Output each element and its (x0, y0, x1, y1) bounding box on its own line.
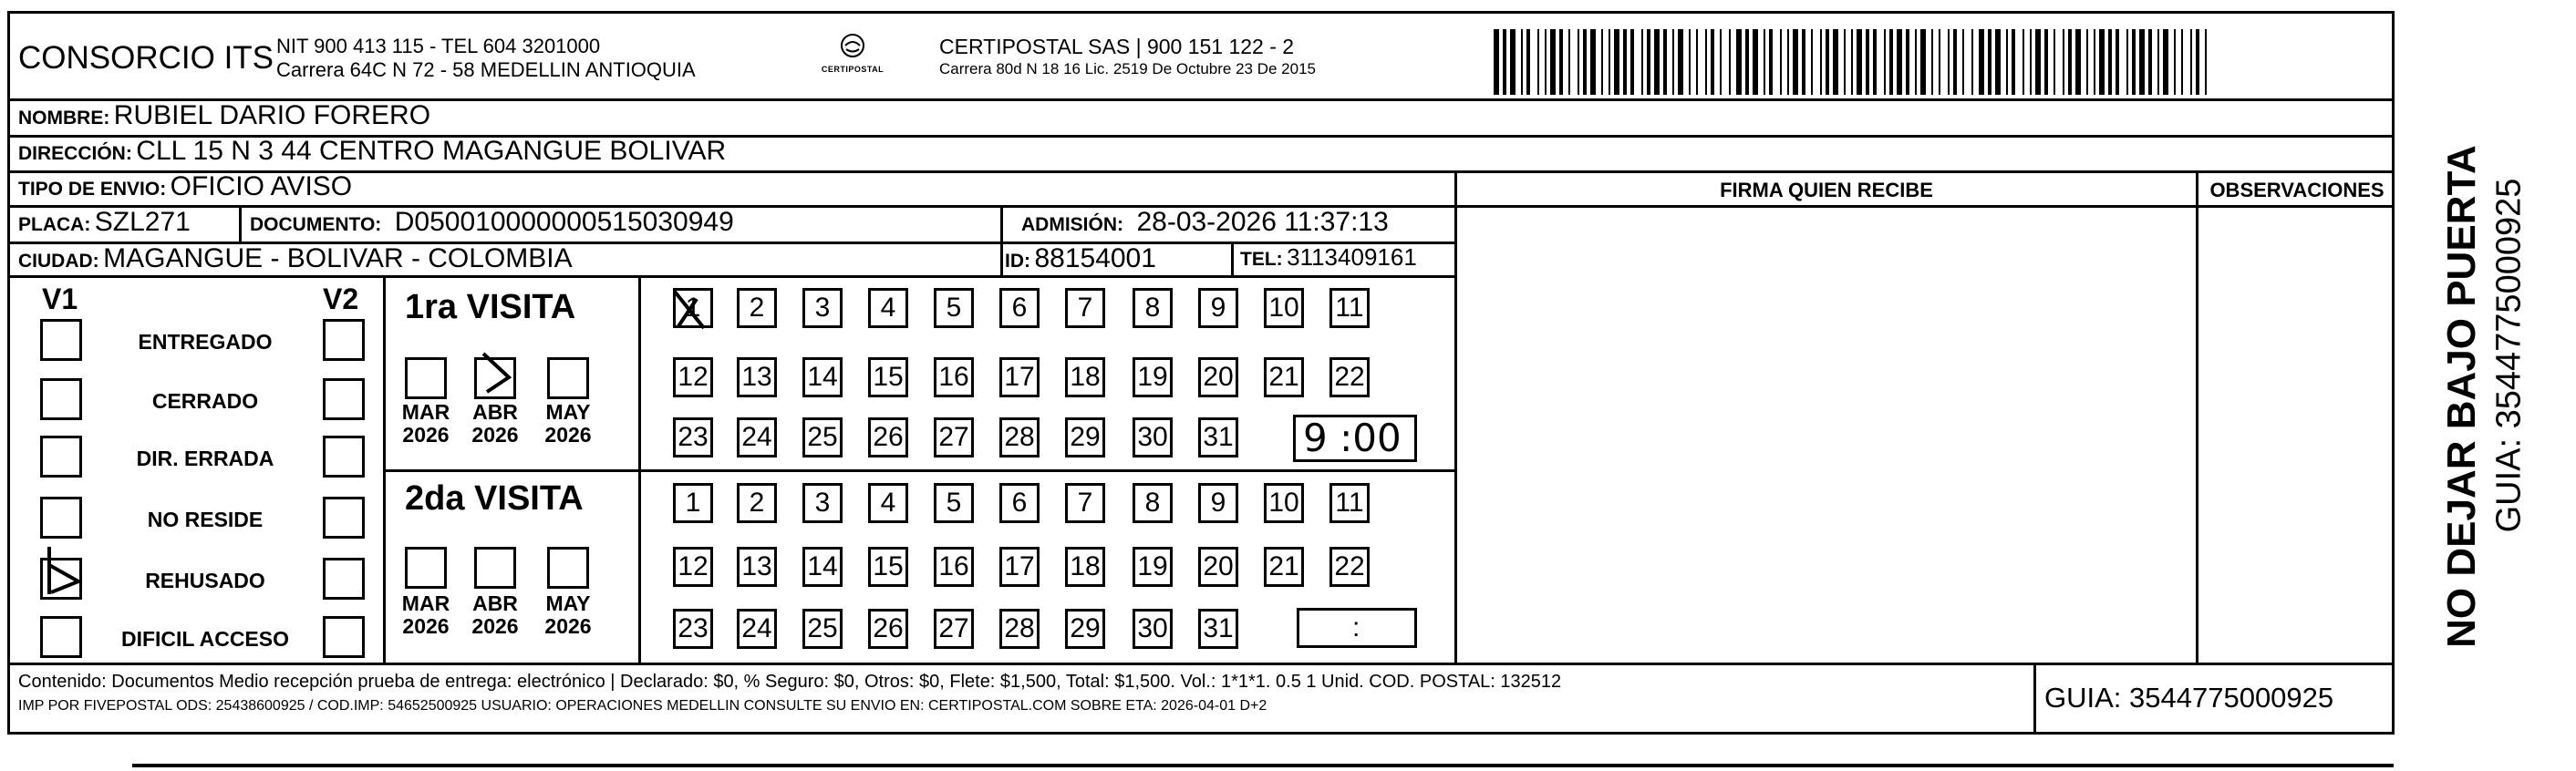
status-option-label: NO RESIDE (147, 508, 264, 531)
admision-value: 28-03-2026 11:37:13 (1136, 207, 1389, 237)
direccion-row (18, 136, 726, 167)
day-box[interactable]: 8 (1133, 288, 1173, 328)
day-box[interactable]: 12 (673, 357, 713, 397)
barcode-bar (1689, 29, 1691, 95)
v2-checkbox[interactable] (323, 378, 365, 420)
barcode-bar (1833, 29, 1838, 95)
barcode-bar (1545, 29, 1547, 95)
status-option-label: CERRADO (151, 389, 259, 413)
barcode-bar (1537, 29, 1539, 95)
barcode-bar (1851, 29, 1853, 95)
day-box[interactable]: 30 (1133, 609, 1173, 649)
nombre-row (18, 100, 430, 131)
day-box[interactable]: 6 (999, 483, 1040, 523)
first-visit-time: 9 :00 (1303, 416, 1402, 460)
rehusado-check-mark (36, 547, 91, 598)
month-checkbox[interactable] (547, 357, 589, 399)
tipo-value: OFICIO AVISO (170, 171, 353, 201)
firma-header: FIRMA QUIEN RECIBE (1720, 179, 1933, 201)
side-guia: GUIA: 3544775000925 (2489, 178, 2529, 533)
status-option-label: DIR. ERRADA (136, 447, 274, 470)
footer-guia: GUIA: 3544775000925 (2044, 682, 2334, 714)
rule-firma-left (1454, 170, 1457, 663)
day-box[interactable]: 22 (1329, 547, 1370, 587)
barcode-bar (1820, 29, 1822, 95)
barcode-bar (1953, 29, 1957, 95)
barcode-bar (1931, 29, 1933, 95)
barcode-bar (1711, 29, 1714, 95)
barcode-bar (1550, 29, 1556, 95)
documento-value: D050010000000515030949 (394, 207, 734, 237)
month-name: MAR (401, 591, 450, 615)
barcode-bar (2174, 29, 2176, 95)
barcode-bar (1720, 29, 1722, 95)
barcode-bar (1503, 29, 1506, 95)
rule-footer-guia (2033, 663, 2036, 735)
v2-checkbox[interactable] (323, 497, 365, 539)
month-year: 2026 (471, 423, 519, 447)
admision-label: ADMISIÓN: (1021, 214, 1123, 235)
rule-tel-sep (1231, 242, 1234, 275)
day-box[interactable]: 17 (999, 547, 1040, 587)
day-box[interactable]: 27 (934, 417, 974, 457)
barcode-bar (1678, 29, 1683, 95)
carrier-address: Carrera 80d N 18 16 Lic. 2519 De Octubre 23 De 2015 (939, 60, 1316, 77)
day-box[interactable]: 28 (999, 417, 1040, 457)
day-box[interactable]: 8 (1133, 483, 1173, 523)
day-box[interactable]: 9 (1198, 288, 1238, 328)
barcode-bar (1736, 29, 1742, 95)
barcode-bar (1769, 29, 1773, 95)
rule-obs-left (2196, 170, 2198, 663)
second-visit-title: 2da VISITA (405, 479, 584, 518)
barcode-bar (1705, 29, 1707, 95)
ciudad-label: CIUDAD: (18, 251, 99, 272)
barcode-bar (1696, 29, 1698, 95)
barcode-bar (1897, 29, 1902, 95)
day-box[interactable]: 15 (868, 547, 908, 587)
barcode-bar (2190, 29, 2192, 95)
day-box[interactable]: 11 (1329, 483, 1370, 523)
day-box[interactable]: 3 (802, 483, 843, 523)
rule-visits-mid (383, 469, 1457, 472)
barcode-bar (1568, 29, 1570, 95)
day-box[interactable]: 19 (1133, 357, 1173, 397)
barcode-bar (2163, 29, 2168, 95)
barcode-bar (1920, 29, 1926, 95)
abr-check-mark (476, 350, 522, 396)
tel-row (1240, 243, 1417, 272)
day-box[interactable]: 25 (802, 609, 843, 649)
barcode-bar (1889, 29, 1893, 95)
barcode-bar (1510, 29, 1516, 95)
barcode-bar (2157, 29, 2159, 95)
barcode-bar (1753, 29, 1758, 95)
day-box[interactable]: 3 (802, 288, 843, 328)
month-checkbox[interactable] (547, 547, 589, 589)
day-box[interactable]: 16 (934, 547, 974, 587)
v1-checkbox[interactable] (40, 497, 82, 539)
day-box[interactable]: 31 (1198, 609, 1238, 649)
ciudad-value: MAGANGUE - BOLIVAR - COLOMBIA (103, 243, 573, 273)
day-box[interactable]: 20 (1198, 547, 1238, 587)
direccion-value: CLL 15 N 3 44 CENTRO MAGANGUE BOLIVAR (136, 136, 727, 166)
admision-row (1021, 207, 1389, 238)
day-box[interactable]: 25 (802, 417, 843, 457)
barcode-bar (2054, 29, 2055, 95)
barcode-bar (1654, 29, 1660, 95)
day-box[interactable]: 19 (1133, 547, 1173, 587)
barcode-bar (1962, 29, 1964, 95)
day-box[interactable]: 16 (934, 357, 974, 397)
company-address: Carrera 64C N 72 - 58 MEDELLIN ANTIOQUIA (276, 58, 696, 81)
barcode-bar (1811, 29, 1813, 95)
month-name: ABR (472, 591, 518, 615)
day-box[interactable]: 5 (934, 288, 974, 328)
logo-text: CERTIPOSTAL (821, 65, 885, 74)
day-box[interactable]: 28 (999, 609, 1040, 649)
barcode-bar (2075, 29, 2081, 95)
day-box[interactable]: 18 (1065, 547, 1105, 587)
id-label: ID: (1005, 251, 1030, 272)
barcode-bar (1559, 29, 1563, 95)
day-box[interactable]: 13 (737, 357, 777, 397)
barcode-bar (1729, 29, 1731, 95)
month-label (540, 592, 596, 638)
month-label (540, 401, 596, 447)
day-box[interactable]: 29 (1065, 609, 1105, 649)
barcode-bar (1663, 29, 1667, 95)
month-checkbox[interactable] (474, 547, 516, 589)
tel-label: TEL: (1240, 249, 1283, 270)
v2-checkbox[interactable] (323, 319, 365, 361)
v1-checkbox[interactable] (40, 378, 82, 420)
v2-label: V2 (323, 283, 359, 315)
barcode-bar (2030, 29, 2032, 95)
month-name: MAR (401, 400, 450, 424)
day-box[interactable]: 1 (673, 288, 713, 328)
day-box[interactable]: 9 (1198, 483, 1238, 523)
month-label (398, 401, 454, 447)
logo-icon (834, 33, 871, 60)
day-box[interactable]: 22 (1329, 357, 1370, 397)
rule-days-left (638, 275, 641, 663)
second-visit-time-box (1297, 608, 1417, 648)
day-box[interactable]: 11 (1329, 288, 1370, 328)
barcode-bar (1780, 29, 1782, 95)
month-year: 2026 (544, 423, 592, 447)
day-box[interactable]: 12 (673, 547, 713, 587)
placa-value: SZL271 (94, 207, 191, 237)
day-box[interactable]: 21 (1264, 547, 1304, 587)
barcode-bar (2126, 29, 2128, 95)
barcode-bar (1583, 29, 1587, 95)
barcode-bar (1948, 29, 1950, 95)
tel-value: 3113409161 (1287, 243, 1417, 271)
day-1-check-mark (669, 288, 715, 334)
barcode-bar (1647, 29, 1650, 95)
day-box[interactable]: 31 (1198, 417, 1238, 457)
barcode-bar (1641, 29, 1643, 95)
month-year: 2026 (471, 614, 519, 638)
barcode-bar (1826, 29, 1829, 95)
month-label (467, 592, 523, 638)
barcode-bar (2044, 29, 2048, 95)
carrier-name: CERTIPOSTAL SAS | 900 151 122 - 2 (939, 35, 1295, 58)
v1-checkbox[interactable] (40, 616, 82, 658)
barcode-bar (2023, 29, 2024, 95)
barcode-bar (1521, 29, 1523, 95)
barcode-bar (1866, 29, 1869, 95)
month-name: MAY (545, 400, 591, 424)
v1-checkbox[interactable] (40, 319, 82, 361)
barcode-bar (1802, 29, 1805, 95)
direccion-label: DIRECCIÓN: (18, 143, 132, 164)
day-box[interactable]: 24 (737, 417, 777, 457)
day-box[interactable]: 13 (737, 547, 777, 587)
documento-row (250, 207, 734, 238)
nombre-value: RUBIEL DARIO FORERO (113, 100, 431, 130)
day-box[interactable]: 24 (737, 609, 777, 649)
barcode-bar (2108, 29, 2112, 95)
day-box[interactable]: 15 (868, 357, 908, 397)
id-row (1005, 243, 1156, 274)
barcode-bar (2094, 29, 2095, 95)
barcode-bar (1764, 29, 1765, 95)
day-box[interactable]: 21 (1264, 357, 1304, 397)
barcode-bar (2181, 29, 2183, 95)
day-box[interactable]: 23 (673, 417, 713, 457)
footer-line1: Contenido: Documentos Medio recepción prueba de entrega: electrónico | Declarado: $0, % Seguro: $0, Otros: $0, Flete: $1,500, Total: $1,500. Vol.: 1*1*1. 0.5 1 Unid. COD. POSTAL: 132512 (18, 672, 1562, 692)
tipo-label: TIPO DE ENVIO: (18, 179, 167, 200)
barcode-bar (1971, 29, 1973, 95)
rule-footer (7, 663, 2395, 665)
day-box[interactable]: 4 (868, 288, 908, 328)
barcode-bar (2068, 29, 2072, 95)
day-box[interactable]: 18 (1065, 357, 1105, 397)
day-box[interactable]: 2 (737, 483, 777, 523)
barcode-bar (2205, 29, 2207, 95)
barcode-bar (2116, 29, 2119, 95)
status-option-label: DIFICIL ACCESO (120, 627, 289, 651)
day-box[interactable]: 30 (1133, 417, 1173, 457)
observaciones-header: OBSERVACIONES (2209, 179, 2385, 201)
barcode (1494, 29, 2223, 95)
day-box[interactable]: 7 (1065, 288, 1105, 328)
v2-checkbox[interactable] (323, 436, 365, 478)
day-box[interactable]: 10 (1264, 483, 1304, 523)
rule-placa-sep (239, 205, 242, 242)
day-box[interactable]: 27 (934, 609, 974, 649)
barcode-bar (1526, 29, 1530, 95)
status-option-label: REHUSADO (145, 569, 265, 592)
month-year: 2026 (544, 614, 592, 638)
month-checkbox[interactable] (405, 357, 447, 399)
barcode-bar (1601, 29, 1603, 95)
month-year: 2026 (402, 614, 450, 638)
barcode-bar (2196, 29, 2199, 95)
id-value: 88154001 (1034, 243, 1156, 273)
day-box[interactable]: 26 (868, 609, 908, 649)
barcode-bar (2012, 29, 2015, 95)
rule-admision-sep (1000, 205, 1003, 275)
barcode-bar (1614, 29, 1619, 95)
barcode-bar (2139, 29, 2145, 95)
barcode-bar (2099, 29, 2105, 95)
v2-checkbox[interactable] (323, 558, 365, 600)
first-visit-title: 1ra VISITA (405, 288, 576, 326)
barcode-bar (2006, 29, 2008, 95)
barcode-bar (1578, 29, 1579, 95)
barcode-bar (2132, 29, 2136, 95)
barcode-bar (1857, 29, 1862, 95)
barcode-bar (1787, 29, 1789, 95)
barcode-bar (1988, 29, 1991, 95)
month-name: MAY (545, 591, 591, 615)
barcode-bar (1906, 29, 1909, 95)
barcode-bar (1630, 29, 1634, 95)
day-box[interactable]: 4 (868, 483, 908, 523)
day-box[interactable]: 7 (1065, 483, 1105, 523)
placa-row (18, 207, 191, 238)
day-box[interactable]: 17 (999, 357, 1040, 397)
documento-label: DOCUMENTO: (250, 214, 382, 235)
barcode-bar (1745, 29, 1749, 95)
side-warning: NO DEJAR BAJO PUERTA (2439, 145, 2484, 648)
barcode-bar (2148, 29, 2152, 95)
barcode-bar (1590, 29, 1596, 95)
day-box[interactable]: 10 (1264, 288, 1304, 328)
status-option-label: ENTREGADO (138, 330, 273, 354)
barcode-bar (2035, 29, 2041, 95)
rule-direccion (7, 170, 2395, 173)
rule-columns-header (1457, 205, 2395, 208)
barcode-bar (1623, 29, 1627, 95)
barcode-bar (1844, 29, 1846, 95)
day-box[interactable]: 20 (1198, 357, 1238, 397)
day-box[interactable]: 14 (802, 357, 843, 397)
nombre-label: NOMBRE: (18, 108, 110, 128)
v2-checkbox[interactable] (323, 616, 365, 658)
second-visit-time: : (1352, 612, 1360, 642)
tipo-row (18, 171, 352, 202)
barcode-bar (1884, 29, 1886, 95)
day-box[interactable]: 26 (868, 417, 908, 457)
barcode-bar (2063, 29, 2064, 95)
barcode-bar (1609, 29, 1610, 95)
footer-line2: IMP POR FIVEPOSTAL ODS: 25438600925 / COD.IMP: 54652500925 USUARIO: OPERACIONES MEDELLIN CONSULTE SU ENVIO EN: CERTIPOSTAL.COM SOBRE ETA: 2026-04-01 D+2 (18, 698, 1267, 714)
v1-checkbox[interactable] (40, 436, 82, 478)
day-box[interactable]: 14 (802, 547, 843, 587)
rule-ciudad (7, 275, 1457, 278)
bottom-rule (132, 764, 2394, 767)
month-name: ABR (472, 400, 518, 424)
placa-label: PLACA: (18, 214, 91, 235)
day-box[interactable]: 29 (1065, 417, 1105, 457)
day-box[interactable]: 5 (934, 483, 974, 523)
first-visit-time-box (1293, 415, 1417, 462)
barcode-bar (1915, 29, 1917, 95)
barcode-bar (1995, 29, 2001, 95)
month-checkbox[interactable] (405, 547, 447, 589)
day-box[interactable]: 1 (673, 483, 713, 523)
barcode-bar (2086, 29, 2088, 95)
month-label (398, 592, 454, 638)
barcode-bar (1939, 29, 1940, 95)
barcode-bar (1979, 29, 1984, 95)
day-box[interactable]: 23 (673, 609, 713, 649)
month-year: 2026 (402, 423, 450, 447)
v1-label: V1 (42, 283, 78, 315)
day-box[interactable]: 2 (737, 288, 777, 328)
company-name: CONSORCIO ITS (18, 40, 274, 76)
barcode-bar (1672, 29, 1674, 95)
barcode-bar (1494, 29, 1499, 95)
day-box[interactable]: 6 (999, 288, 1040, 328)
barcode-bar (1873, 29, 1877, 95)
barcode-bar (1793, 29, 1798, 95)
month-label (467, 401, 523, 447)
certipostal-logo (812, 33, 894, 78)
company-nit: NIT 900 413 115 - TEL 604 3201000 (276, 35, 601, 57)
ciudad-row (18, 243, 573, 274)
